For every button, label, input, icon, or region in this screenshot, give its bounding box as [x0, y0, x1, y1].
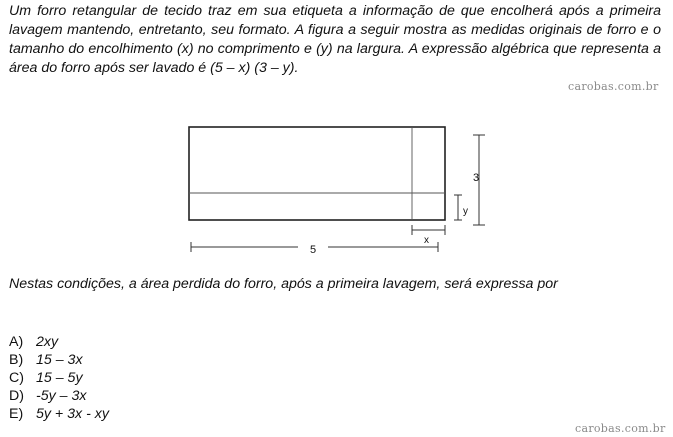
option-letter: E) — [9, 406, 24, 422]
height-label: 3 — [473, 172, 480, 184]
answer-options — [9, 333, 109, 423]
question-text: Nestas condições, a área perdida do forro, após a primeira lavagem, será expressa por — [9, 276, 558, 292]
width-label: 5 — [310, 244, 317, 256]
watermark-bottom: carobas.com.br — [575, 422, 666, 435]
option-text: 5y + 3x - xy — [36, 406, 109, 422]
x-label: x — [424, 235, 429, 246]
option-e — [9, 405, 109, 423]
watermark-top: carobas.com.br — [568, 80, 659, 93]
option-text: -5y – 3x — [36, 388, 87, 404]
option-d — [9, 387, 109, 405]
option-a — [9, 333, 109, 351]
option-letter: A) — [9, 334, 24, 350]
fabric-diagram — [170, 117, 500, 267]
problem-statement: Um forro retangular de tecido traz em sua etiqueta a informação de que encolherá após a primeira lavagem mantendo, entretanto, seu formato. A figura a seguir mostra as medidas originais de forro e o tamanho do encolhimento (x) no comprimento e (y) na largura. A expressão algébrica que representa a área do forro após ser lavado é (5 – x) (3 – y). — [9, 3, 661, 76]
fabric-rectangle — [189, 127, 445, 220]
option-text: 15 – 5y — [36, 370, 83, 386]
option-letter: C) — [9, 370, 24, 386]
option-b — [9, 351, 109, 369]
y-label: y — [463, 206, 468, 217]
option-letter: B) — [9, 352, 24, 368]
option-text: 15 – 3x — [36, 352, 83, 368]
option-c — [9, 369, 109, 387]
option-text: 2xy — [36, 334, 59, 350]
option-letter: D) — [9, 388, 24, 404]
